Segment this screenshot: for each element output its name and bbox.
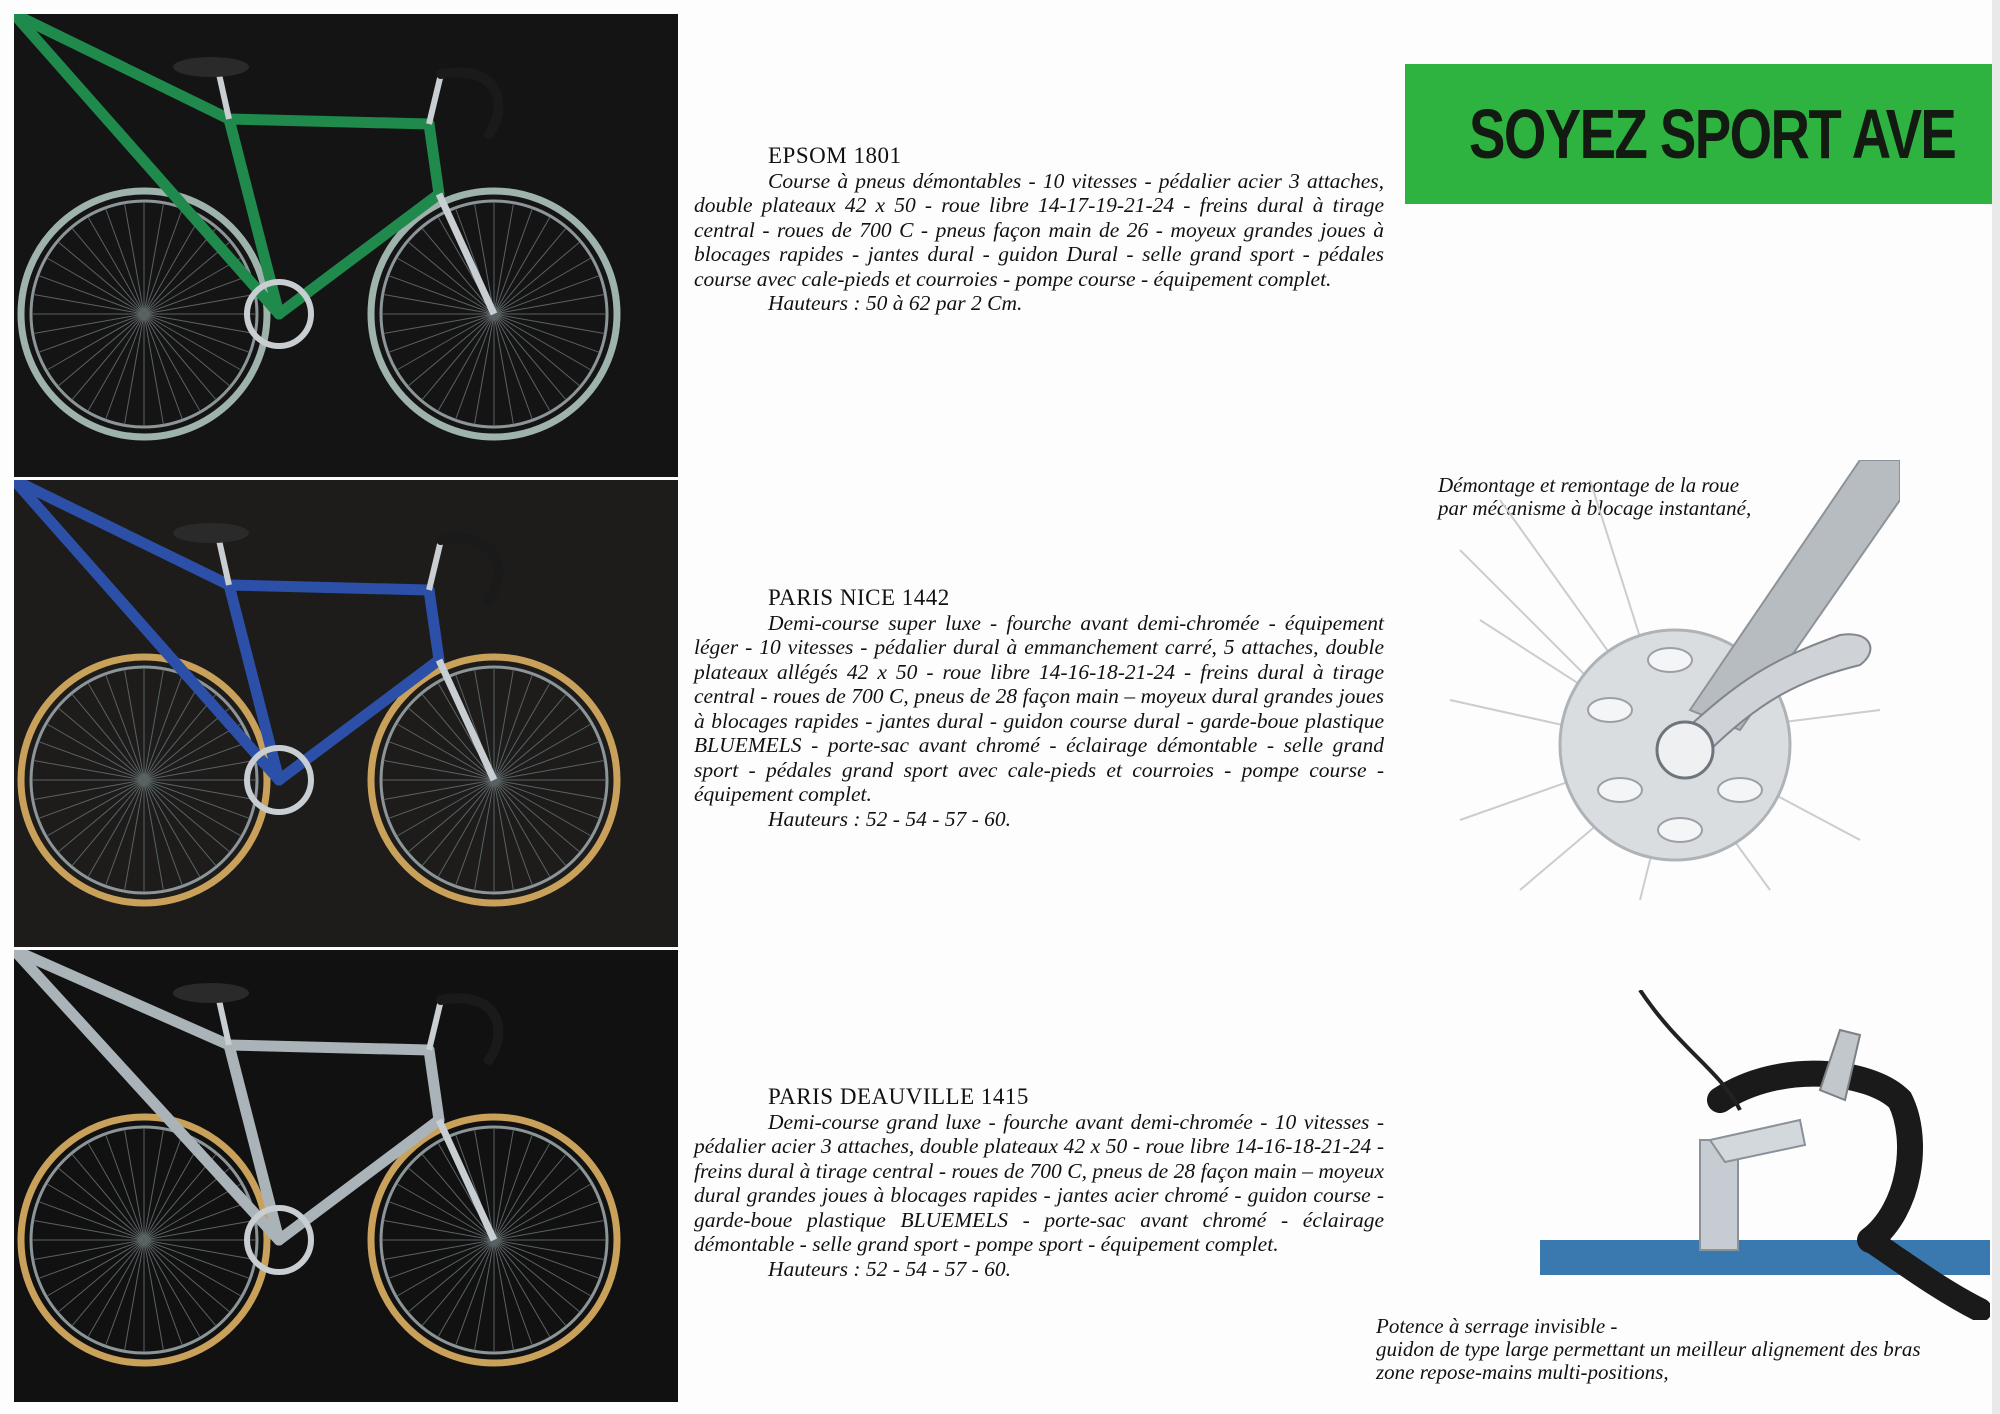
bike-drawing — [14, 14, 617, 437]
head-tube — [429, 124, 439, 194]
model-title: EPSOM 1801 — [768, 143, 902, 168]
front-fork — [439, 194, 494, 314]
bike-photo-paris-deauville — [14, 950, 678, 1402]
fork-blade — [1690, 460, 1900, 730]
front-fork — [439, 660, 494, 780]
hub-illustration — [1440, 460, 1900, 910]
bike-illustration — [14, 14, 678, 477]
head-tube — [429, 590, 439, 660]
model-heights: Hauteurs : 52 - 54 - 57 - 60. — [768, 1256, 1012, 1281]
model-description: Course à pneus démontables - 10 vitesses - pédalier acier 3 attaches, double plateaux 42 x 50 - roue libre 14-17-19-21-24 - freins dural à tirage central - roues de 700 C - pneus façon main de 26 - moyeux grandes joues à blocages rapides - jantes dural - guidon Dural - selle grand sport - pédales course avec cale-pieds et courroies - pompe course - équipement complet. — [694, 168, 1384, 291]
page-edge — [1992, 0, 2000, 1414]
model-description: Demi-course super luxe - fourche avant demi-chromée - équipement léger - 10 vitesses - pédalier dural à emmanchement carré, 5 attaches, double plateaux allégés 42 x 50 - roue libre 14-16-18-21-24 - freins dural à tirage central - roues de 700 C, pneus de 28 façon main – moyeux dural grandes joues à blocages rapides - jantes dural - guidon course dural - garde-boue plastique BLUEMELS - porte-sac avant chromé - éclairage démontable - selle grand sport - pédales grand sport avec cale-pieds et courroies - pompe course - équipement complet. — [694, 610, 1384, 806]
bike-photo-paris-nice — [14, 480, 678, 947]
bike-illustration — [14, 950, 678, 1402]
stem-extension — [1710, 1120, 1805, 1162]
model-title: PARIS DEAUVILLE 1415 — [768, 1084, 1029, 1109]
model-entry-paris-deauville — [694, 1085, 1384, 1281]
stem — [429, 540, 441, 590]
caption-line: Potence à serrage invisible - — [1376, 1314, 1618, 1338]
handlebar — [441, 998, 498, 1060]
bike-photo-epsom — [14, 14, 678, 477]
saddle — [173, 983, 249, 1003]
bike-drawing — [14, 480, 617, 903]
front-fork — [439, 1120, 494, 1240]
axle-nut — [1657, 722, 1713, 778]
saddle — [173, 57, 249, 77]
handlebar — [441, 72, 498, 134]
headline-text: SOYEZ SPORT AVE — [1469, 95, 1956, 173]
model-description: Demi-course grand luxe - fourche avant demi-chromée - 10 vitesses - pédalier acier 3 attaches, double plateaux 42 x 50 - roue libre 14-16-18-21-24 - freins dural à tirage central - roues de 700 C, pneus de 28 façon main – moyeux dural grandes joues à blocages rapides - jantes acier chromé - guidon course - garde-boue plastique BLUEMELS - porte-sac avant chromé - éclairage démontable - selle grand sport - pompe sport - équipement complet. — [694, 1109, 1384, 1256]
caption-line: zone repose-mains multi-positions, — [1376, 1360, 1669, 1384]
model-title: PARIS NICE 1442 — [768, 585, 950, 610]
saddle — [173, 523, 249, 543]
top-tube — [229, 119, 429, 124]
caption-line: guidon de type large permettant un meilleur alignement des bras — [1376, 1337, 1921, 1361]
stem-handlebar-photo — [1540, 990, 1990, 1320]
caption-line: Démontage et remontage de la roue — [1438, 473, 1740, 497]
stem-illustration — [1540, 990, 1990, 1320]
handlebar — [441, 538, 498, 600]
stem — [429, 1000, 441, 1050]
top-tube — [229, 1045, 429, 1050]
stem-caption — [1376, 1315, 1996, 1384]
bike-illustration — [14, 480, 678, 947]
model-entry-paris-nice — [694, 586, 1384, 831]
quick-release-hub-photo — [1440, 460, 1900, 910]
top-tube — [229, 585, 429, 590]
model-heights: Hauteurs : 52 - 54 - 57 - 60. — [768, 806, 1012, 831]
caption-line: par mécanisme à blocage instantané, — [1438, 496, 1752, 520]
head-tube — [429, 1050, 439, 1120]
model-entry-epsom — [694, 144, 1384, 316]
model-heights: Hauteurs : 50 à 62 par 2 Cm. — [768, 291, 1023, 315]
headline-banner — [1405, 64, 1995, 204]
stem — [429, 74, 441, 124]
bike-drawing — [14, 950, 617, 1363]
